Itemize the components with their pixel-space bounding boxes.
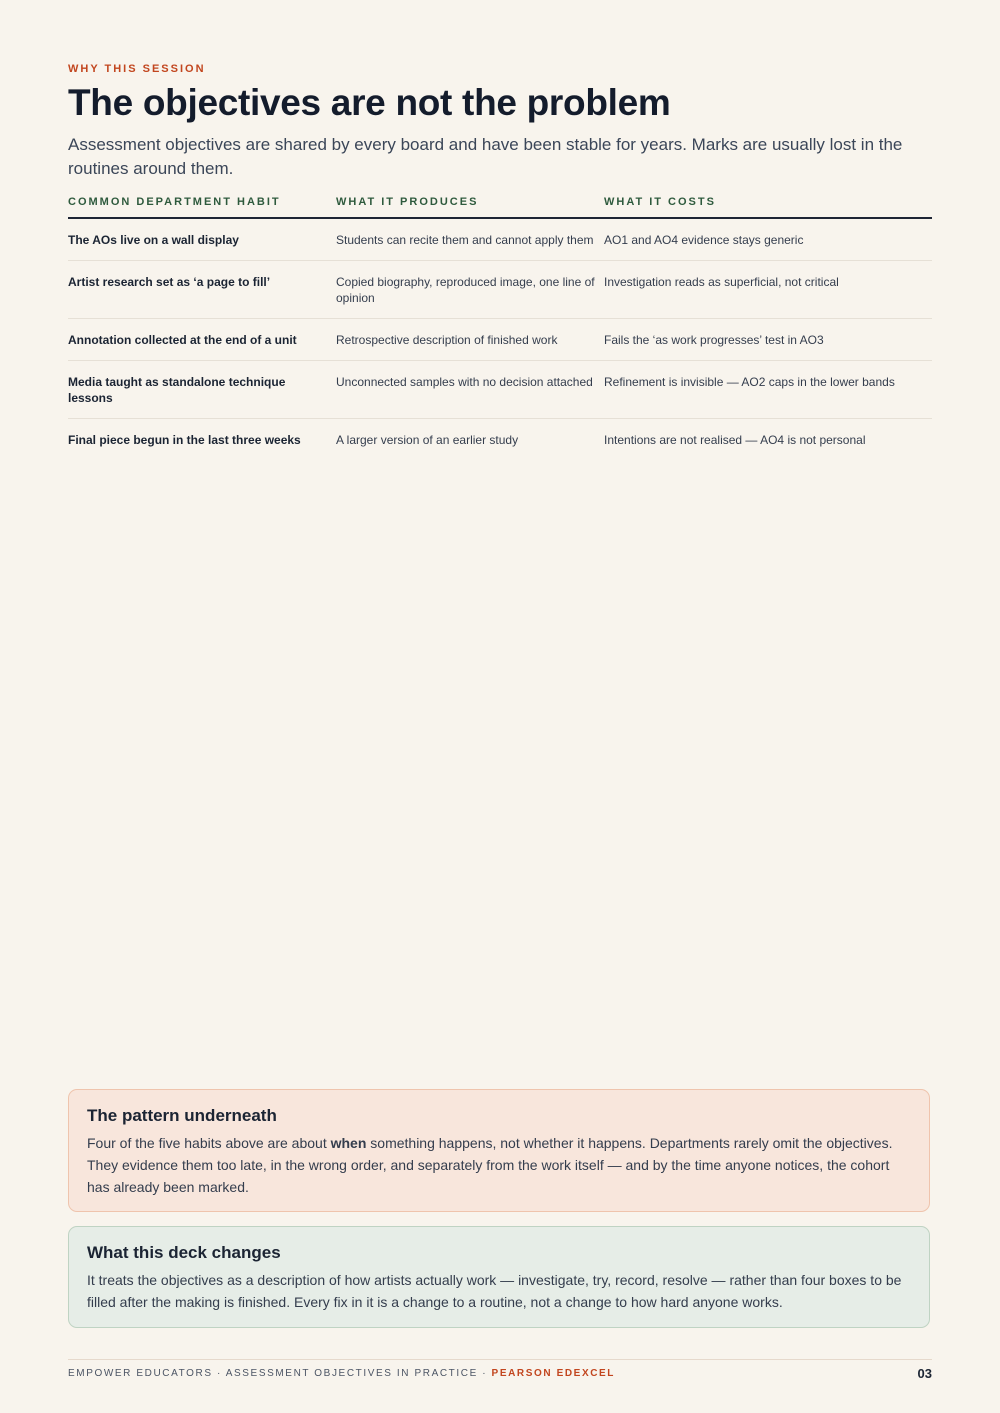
page-lede: Assessment objectives are shared by every board and have been stable for years. Marks are usually lost in the routines around them. (68, 135, 903, 178)
table-row (68, 218, 932, 261)
column-header-habit: COMMON DEPARTMENT HABIT (68, 190, 336, 218)
table-row (68, 261, 932, 319)
produces-cell: Students can recite them and cannot apply them (336, 218, 604, 261)
column-header-produces: WHAT IT PRODUCES (336, 190, 604, 218)
produces-cell: Retrospective description of finished work (336, 319, 604, 361)
footer-divider (68, 1359, 932, 1360)
pattern-callout-body (87, 1132, 911, 1198)
pattern-callout-title: The pattern underneath (87, 1106, 277, 1125)
table-row (68, 419, 932, 461)
costs-cell: Fails the ‘as work progresses’ test in AO3 (604, 319, 932, 361)
pattern-body-emphasis: when (330, 1135, 367, 1151)
page-title: The objectives are not the problem (68, 82, 671, 123)
section-eyebrow: WHY THIS SESSION (68, 63, 206, 75)
table-header-row (68, 190, 932, 218)
footer-brand: PEARSON EDEXCEL (491, 1368, 616, 1379)
habit-cell: Annotation collected at the end of a unit (68, 319, 336, 361)
habit-cell: Media taught as standalone technique lessons (68, 361, 336, 419)
costs-cell: Refinement is invisible — AO2 caps in the lower bands (604, 361, 932, 419)
habit-cell: Artist research set as ‘a page to fill’ (68, 261, 336, 319)
changes-callout-body: It treats the objectives as a description of how artists actually work — investigate, try, record, resolve — rather than four boxes to be filled after the making is finished. Every fix in it is a change to a routine, not a change to how hard anyone works. (87, 1272, 902, 1310)
column-header-costs: WHAT IT COSTS (604, 190, 932, 218)
costs-cell: Investigation reads as superficial, not critical (604, 261, 932, 319)
costs-cell: Intentions are not realised — AO4 is not personal (604, 433, 866, 447)
pattern-body-before: Four of the five habits above are about (87, 1135, 331, 1151)
pattern-body-after: something happens, not whether it happens. Departments rarely omit the objectives. They evidence them too late, in the wrong order, and separately from the work itself — and by the time anyone notices, the cohort has already been marked. (87, 1135, 893, 1195)
produces-cell: Unconnected samples with no decision attached (336, 361, 604, 419)
habits-table (68, 190, 932, 460)
table-row (68, 361, 932, 419)
footer (68, 1368, 615, 1379)
table-row (68, 319, 932, 361)
produces-cell: A larger version of an earlier study (336, 433, 519, 447)
changes-callout-title: What this deck changes (87, 1243, 281, 1262)
footer-text: EMPOWER EDUCATORS · ASSESSMENT OBJECTIVES IN PRACTICE · (68, 1368, 492, 1379)
habit-cell: Final piece begun in the last three weeks (68, 433, 301, 447)
costs-cell: AO1 and AO4 evidence stays generic (604, 218, 932, 261)
pattern-callout (68, 1089, 930, 1212)
page (68, 0, 932, 1413)
habit-cell: The AOs live on a wall display (68, 218, 336, 261)
page-number: 03 (917, 1366, 932, 1381)
changes-callout (68, 1226, 930, 1328)
produces-cell: Copied biography, reproduced image, one line of opinion (336, 261, 604, 319)
